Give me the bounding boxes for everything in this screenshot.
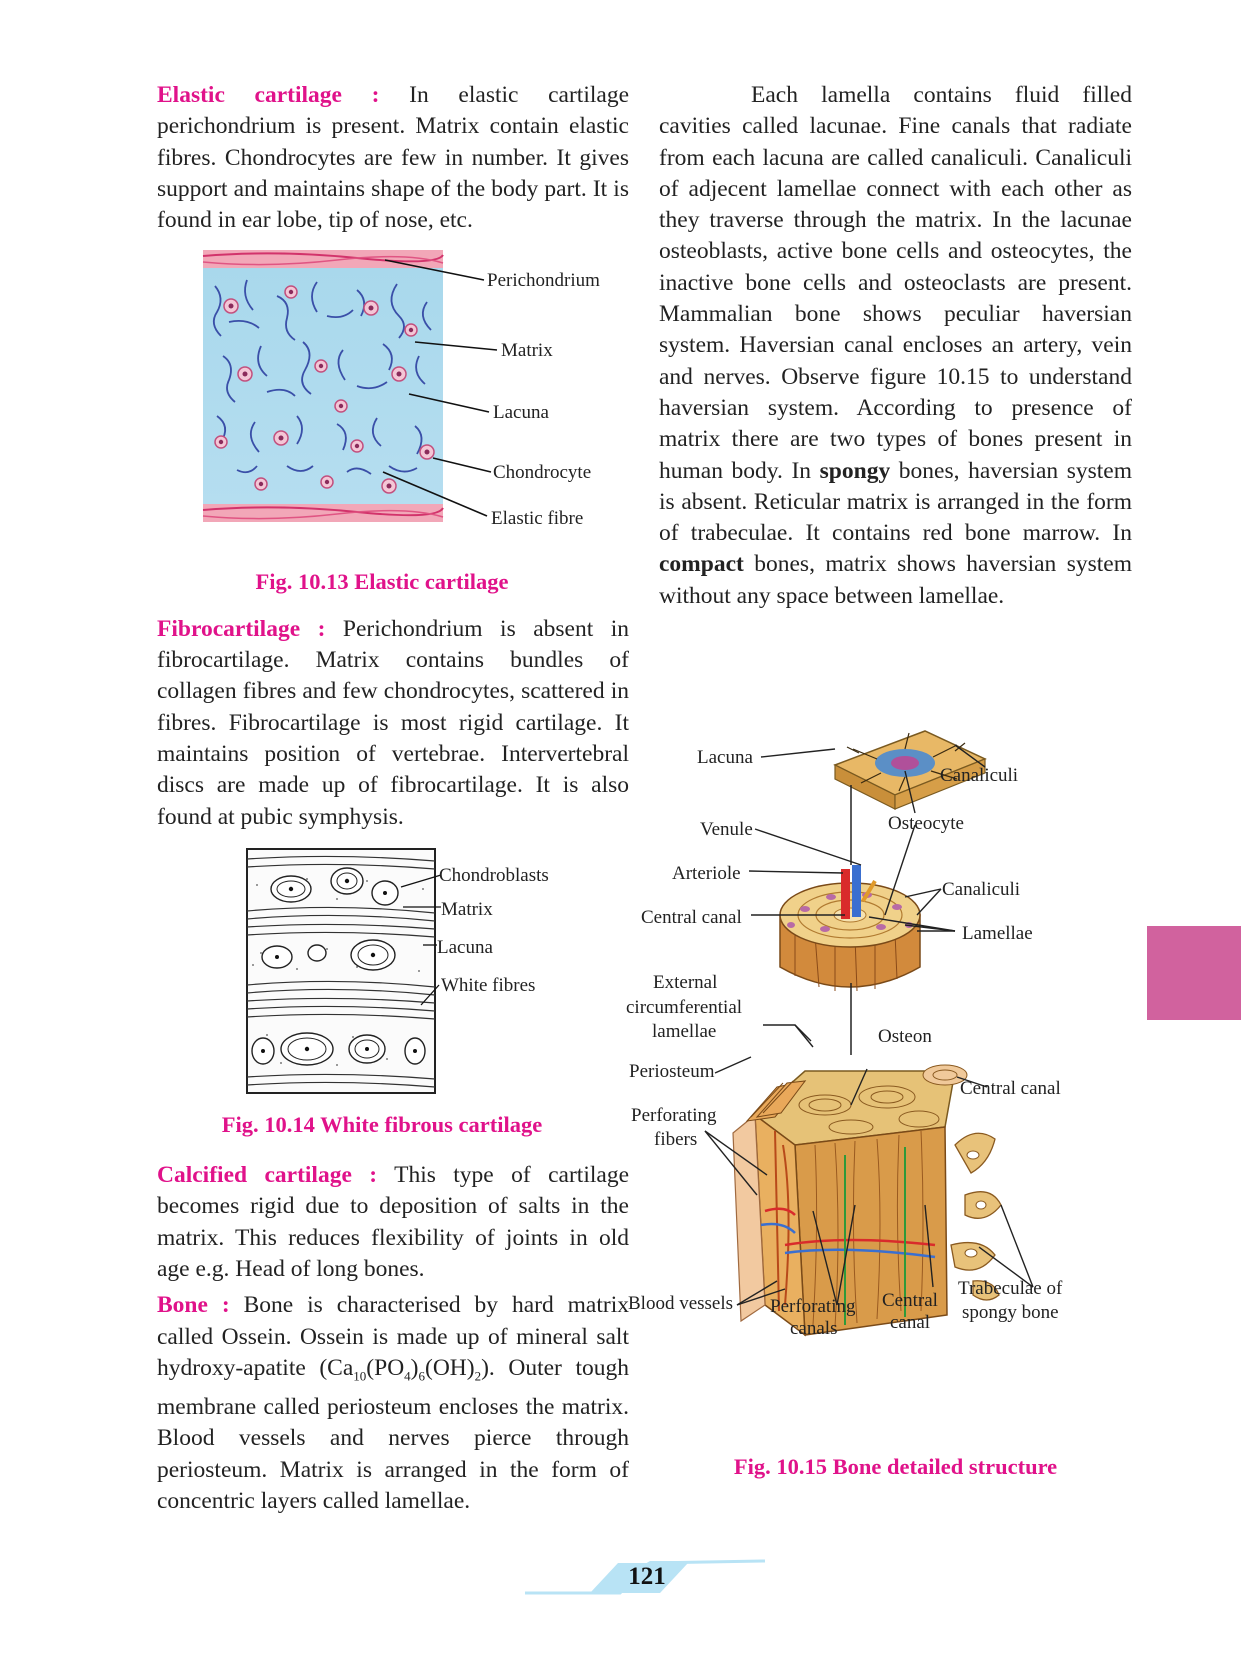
label-trabeculae-2: spongy bone bbox=[962, 1302, 1059, 1323]
figure-bone-structure bbox=[626, 725, 1145, 1425]
label-external-1: External bbox=[653, 972, 718, 993]
elastic-cartilage-paragraph: Elastic cartilage : In elastic cartilage perichondrium is present. Matrix contain elastic fibres. Chondrocytes are few in number. It gives support and maintains shape of the body part. It is found in ear lobe, tip of nose, etc. bbox=[157, 82, 630, 234]
label-lacuna-fibrous: Lacuna bbox=[437, 936, 493, 958]
label-venule: Venule bbox=[700, 819, 753, 840]
fibrocartilage-term: Fibrocartilage : bbox=[157, 615, 326, 642]
caption-fig-10-14: Fig. 10.14 White fibrous cartilage bbox=[221, 1111, 543, 1137]
label-white-fibres: White fibres bbox=[441, 974, 536, 996]
white-fibrous-cartilage-illustration bbox=[157, 845, 629, 1107]
elastic-cartilage-term: Elastic cartilage : bbox=[157, 82, 380, 108]
right-column bbox=[659, 80, 1132, 612]
bone-structure-illustration bbox=[626, 725, 1145, 1425]
label-central-1: Central bbox=[882, 1290, 938, 1311]
label-external-2: circumferential bbox=[626, 997, 743, 1018]
label-central-canal-left: Central canal bbox=[641, 907, 742, 928]
label-canaliculi-mid: Canaliculi bbox=[942, 879, 1021, 900]
label-chondroblasts: Chondroblasts bbox=[439, 864, 549, 886]
label-perforating-fibers-2: fibers bbox=[654, 1129, 698, 1150]
label-elastic-fibre: Elastic fibre bbox=[491, 508, 584, 530]
label-periosteum: Periosteum bbox=[629, 1061, 715, 1082]
label-osteon: Osteon bbox=[878, 1026, 932, 1047]
label-perforating-canals-1: Perforating bbox=[770, 1296, 856, 1317]
calcified-cartilage-paragraph: Calcified cartilage : This type of cartilage becomes rigid due to deposition of salts in the matrix. This reduces flexibility of joints in old age e.g. Head of long bones. bbox=[157, 1162, 629, 1283]
label-matrix-fibrous: Matrix bbox=[441, 898, 493, 920]
label-perforating-fibers-1: Perforating bbox=[631, 1105, 717, 1126]
label-blood-vessels: Blood vessels bbox=[628, 1293, 734, 1314]
bone-paragraph: Bone : Bone is characterised by hard matrix called Ossein. Ossein is made up of mineral salt hydroxy-apatite $(Ca_{10}(PO_4)_6(OH)_2)$. Outer tough membrane called periosteum encloses the matrix. Blood vessels and nerves pierce through periosteum. Matrix is arranged in the form of concentric layers called lamellae. bbox=[157, 1292, 629, 1514]
label-canaliculi-top: Canaliculi bbox=[940, 765, 1019, 786]
left-column bbox=[157, 80, 629, 1517]
label-lacuna-bone: Lacuna bbox=[697, 747, 753, 768]
label-perforating-canals-2: canals bbox=[790, 1318, 838, 1339]
caption-fig-10-15: Fig. 10.15 Bone detailed structure bbox=[733, 1454, 1058, 1479]
side-tab bbox=[1147, 926, 1241, 1020]
figure-elastic-cartilage bbox=[157, 246, 629, 568]
page-number: 121 bbox=[628, 1563, 666, 1590]
figure-white-fibrous-cartilage bbox=[157, 845, 629, 1107]
label-external-3: lamellae bbox=[652, 1021, 717, 1042]
page-number-band bbox=[520, 1555, 770, 1595]
label-central-canal-right: Central canal bbox=[960, 1078, 1061, 1099]
bone-term: Bone : bbox=[157, 1292, 230, 1319]
elastic-cartilage-illustration bbox=[157, 246, 629, 568]
label-matrix: Matrix bbox=[501, 340, 553, 362]
label-osteocyte: Osteocyte bbox=[888, 813, 964, 834]
label-central-2: canal bbox=[890, 1312, 931, 1333]
caption-fig-10-13: Fig. 10.13 Elastic cartilage bbox=[255, 569, 509, 595]
label-trabeculae-1: Trabeculae of bbox=[958, 1278, 1063, 1299]
label-arteriole: Arteriole bbox=[672, 863, 741, 884]
calcified-cartilage-term: Calcified cartilage : bbox=[157, 1162, 378, 1189]
label-chondrocyte: Chondrocyte bbox=[493, 462, 592, 484]
label-perichondrium: Perichondrium bbox=[487, 270, 600, 292]
label-lamellae: Lamellae bbox=[962, 923, 1033, 944]
fibrocartilage-paragraph: Fibrocartilage : Perichondrium is absent in fibrocartilage. Matrix contains bundles of collagen fibres and few chondrocytes, scattered in fibres. Fibrocartilage is most rigid cartilage. It maintains position of vertebrae. Intervertebral discs are made up of fibrocartilage. It is also found at pubic symphysis. bbox=[157, 615, 629, 830]
lamella-paragraph: Each lamella contains fluid filled cavities called lacunae. Fine canals that radiate from each lacuna are called canaliculi. Canaliculi of adjecent lamellae connect with each other as they traverse through the matrix. In the lacunae osteoblasts, active bone cells and osteocytes, the inactive bone cells and osteoclasts are present. Mammalian bone shows peculiar haversian system. Haversian canal encloses an artery, vein and nerves. Observe figure 10.15 to understand haversian system. According to presence of matrix there are two types of bones present in human body. In spongy bones, haversian system is absent. Reticular matrix is arranged in the form of trabeculae. It contains red bone marrow. In compact bones, matrix shows haversian system without any space between lamellae. bbox=[659, 82, 1132, 609]
label-lacuna: Lacuna bbox=[493, 402, 549, 424]
